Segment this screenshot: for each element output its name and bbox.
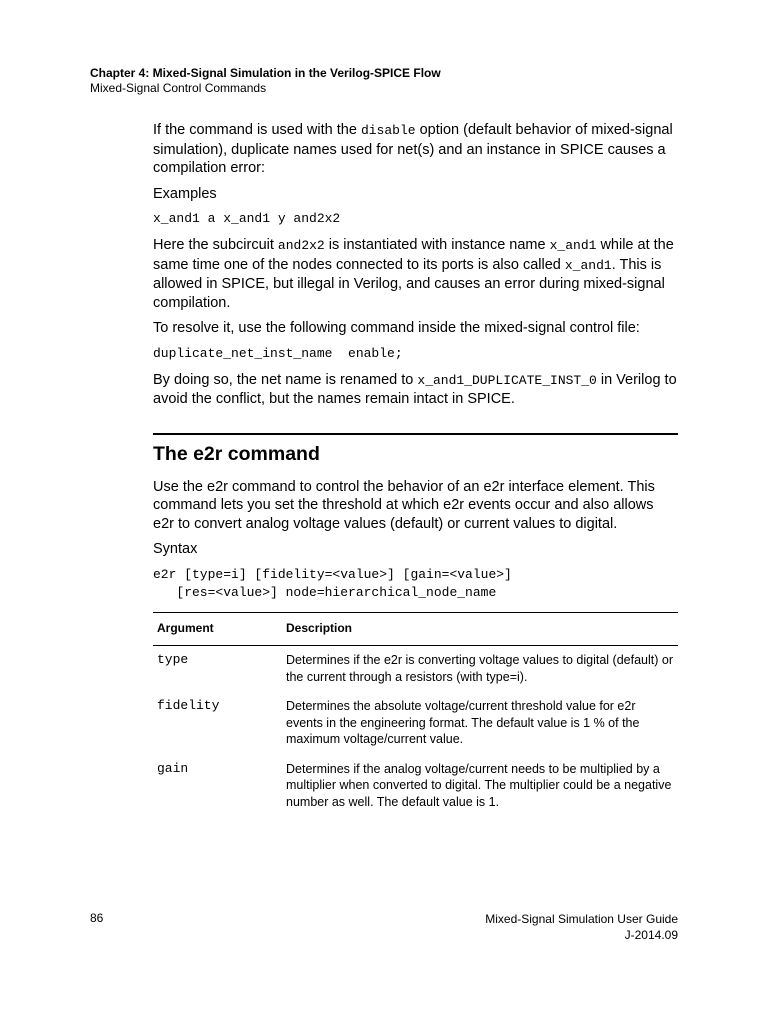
inline-code: x_and1 — [564, 257, 612, 273]
text: By doing so, the net name is renamed to — [153, 371, 418, 388]
text: option (default behavior of mixed-signal simulation), duplicate names used for net(s) and an instance in SPICE causes a compilation error: — [153, 122, 673, 176]
inline-code: x_and1 — [549, 238, 597, 253]
text: . This is allowed in SPICE, but illegal in Verilog, and causes an error during mixed-signal compilation. — [153, 256, 665, 311]
column-header-description: Description — [282, 612, 678, 646]
column-header-argument: Argument — [153, 612, 282, 646]
paragraph-subcircuit — [153, 236, 678, 312]
syntax-line: [res=<value>] node=hierarchical_node_name — [153, 584, 497, 600]
chapter-title: Chapter 4: Mixed-Signal Simulation in the Verilog-SPICE Flow — [90, 66, 441, 80]
table-header-row — [153, 612, 678, 646]
syntax-label: Syntax — [153, 541, 198, 557]
paragraph-disable-option — [153, 121, 678, 178]
table-row — [153, 646, 678, 693]
syntax-line: e2r [type=i] [fidelity=<value>] [gain=<value>] — [153, 566, 512, 582]
text: If the command is used with the — [153, 122, 361, 138]
description-cell: Determines if the e2r is converting voltage values to digital (default) or the current through a resistors (with type=i). — [286, 653, 673, 684]
argument-cell: fidelity — [157, 698, 220, 713]
syntax-code — [153, 566, 678, 602]
section-title: The e2r command — [153, 442, 320, 465]
argument-cell: gain — [157, 760, 189, 776]
paragraph-rename — [153, 371, 678, 409]
section-intro: Use the e2r command to control the behavior of an e2r interface element. This command lets you set the threshold at which e2r events occur and also allows e2r to convert analog voltage values (default) or current values to digital. — [153, 478, 655, 532]
inline-code: and2x2 — [277, 238, 325, 253]
table-row — [153, 755, 678, 818]
paragraph-resolve: To resolve it, use the following command inside the mixed-signal control file: — [153, 320, 640, 336]
guide-version: J-2014.09 — [624, 928, 678, 942]
text: is instantiated with instance name — [324, 237, 550, 253]
arguments-table — [153, 612, 678, 818]
description-cell: Determines the absolute voltage/current threshold value for e2r events in the engineering format. The default value is 1 % of the maximum voltage/current value. — [286, 699, 640, 746]
main-content — [153, 121, 678, 817]
guide-title: Mixed-Signal Simulation User Guide — [485, 912, 678, 926]
text: in Verilog to avoid the conflict, but the names remain intact in SPICE. — [153, 371, 677, 407]
running-header — [90, 66, 441, 96]
resolve-code: duplicate_net_inst_name enable; — [153, 345, 403, 361]
section-name: Mixed-Signal Control Commands — [90, 81, 267, 95]
description-cell: Determines if the analog voltage/current needs to be multiplied by a multiplier when converted to digital. The multiplier could be a negative number as well. The default value is 1. — [286, 761, 672, 809]
text: Here the subcircuit — [153, 237, 278, 253]
inline-code: disable — [360, 123, 416, 138]
running-footer — [485, 911, 678, 943]
inline-code: x_and1_DUPLICATE_INST_0 — [417, 372, 597, 388]
examples-label: Examples — [153, 185, 217, 202]
section-divider — [153, 433, 678, 435]
table-row — [153, 692, 678, 755]
example-code: x_and1 a x_and1 y and2x2 — [153, 211, 341, 226]
page-number: 86 — [90, 911, 104, 925]
argument-cell: type — [157, 652, 189, 667]
text: while at the same time one of the nodes connected to its ports is also called — [153, 237, 674, 273]
